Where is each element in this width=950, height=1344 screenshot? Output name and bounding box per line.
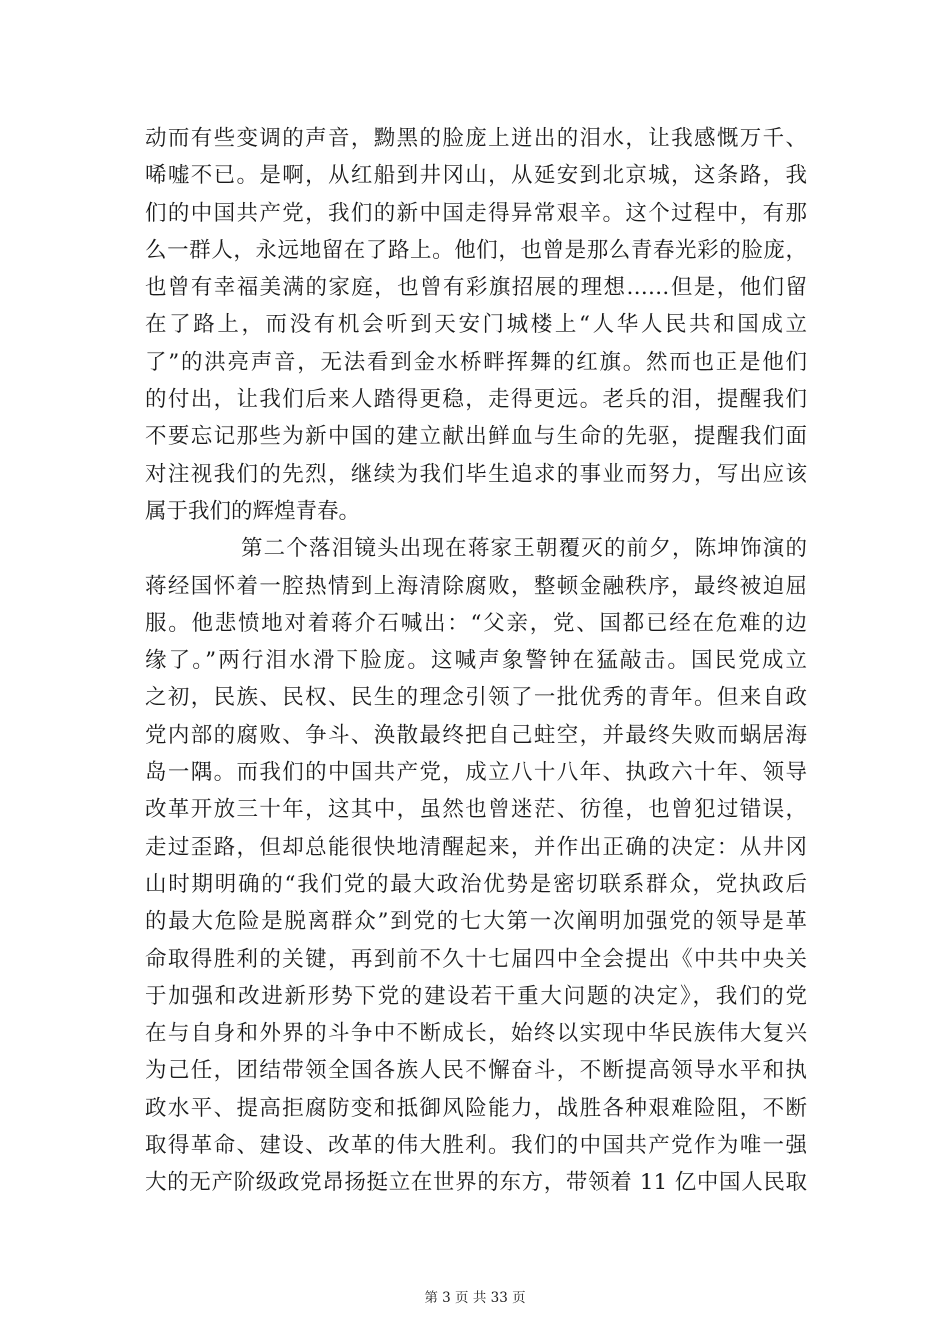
text-line: 属于我们的辉煌青春。 (145, 498, 361, 524)
text-line: 山时期明确的“我们党的最大政治优势是密切联系群众，党执政后 (145, 871, 807, 897)
text-line: 在与自身和外界的斗争中不断成长，始终以实现中华民族伟大复兴 (145, 1021, 807, 1047)
text-line: 了”的洪亮声音，无法看到金水桥畔挥舞的红旗。然而也正是他们 (145, 349, 807, 375)
paragraph-first-line: 第二个落泪镜头出现在蒋家王朝覆灭的前夕，陈坤饰演的 (241, 536, 807, 562)
text-line: 为己任，团结带领全国各族人民不懈奋斗，不断提高领导水平和执 (145, 1058, 807, 1084)
text-line: 动而有些变调的声音，黝黑的脸庞上迸出的泪水，让我感慨万千、 (145, 126, 807, 151)
text-line: 改革开放三十年，这其中，虽然也曾迷茫、彷徨，也曾犯过错误， (145, 797, 807, 823)
text-line: 大的无产阶级政党昂扬挺立在世界的东方，带领着 11 亿中国人民取 (145, 1170, 807, 1196)
text-line: 们的中国共产党，我们的新中国走得异常艰辛。这个过程中，有那 (145, 200, 807, 226)
text-line: 命取得胜利的关键，再到前不久十七届四中全会提出《中共中央关 (145, 946, 807, 972)
text-line: 在了路上，而没有机会听到天安门城楼上“人华人民共和国成立 (145, 312, 807, 338)
text-line: 不要忘记那些为新中国的建立献出鲜血与生命的先驱，提醒我们面 (145, 424, 807, 450)
text-line: 的付出，让我们后来人踏得更稳，走得更远。老兵的泪，提醒我们 (145, 387, 807, 413)
text-line: 于加强和改进新形势下党的建设若干重大问题的决定》，我们的党 (145, 983, 807, 1009)
text-line: 走过歪路，但却总能很快地清醒起来，并作出正确的决定：从井冈 (145, 834, 807, 860)
text-line: 党内部的腐败、争斗、涣散最终把自己蛀空，并最终失败而蜗居海 (145, 722, 807, 748)
text-line: 取得革命、建设、改革的伟大胜利。我们的中国共产党作为唯一强 (145, 1133, 807, 1159)
text-line: 服。他悲愤地对着蒋介石喊出：“父亲，党、国都已经在危难的边 (145, 610, 807, 636)
text-line: 么一群人，永远地留在了路上。他们，也曾是那么青春光彩的脸庞， (145, 237, 807, 263)
text-line: 政水平、提高拒腐防变和抵御风险能力，战胜各种艰难险阻，不断 (145, 1095, 807, 1121)
page-number-footer: 第 3 页 共 33 页 (424, 1290, 526, 1306)
text-line: 对注视我们的先烈，继续为我们毕生追求的事业而努力，写出应该 (145, 461, 807, 487)
text-line: 也曾有幸福美满的家庭，也曾有彩旗招展的理想……但是，他们留 (145, 275, 807, 301)
text-line: 之初，民族、民权、民生的理念引领了一批优秀的青年。但来自政 (145, 685, 807, 711)
body-text (145, 120, 807, 1202)
text-line: 的最大危险是脱离群众”到党的七大第一次阐明加强党的领导是革 (145, 909, 807, 935)
text-line: 缘了。”两行泪水滑下脸庞。这喊声象警钟在猛敲击。国民党成立 (145, 648, 807, 674)
text-line: 岛一隅。而我们的中国共产党，成立八十八年、执政六十年、领导 (145, 760, 807, 786)
text-line: 唏嘘不已。是啊，从红船到井冈山，从延安到北京城，这条路，我 (145, 163, 807, 189)
text-line: 蒋经国怀着一腔热情到上海清除腐败，整顿金融秩序，最终被迫屈 (145, 573, 807, 599)
